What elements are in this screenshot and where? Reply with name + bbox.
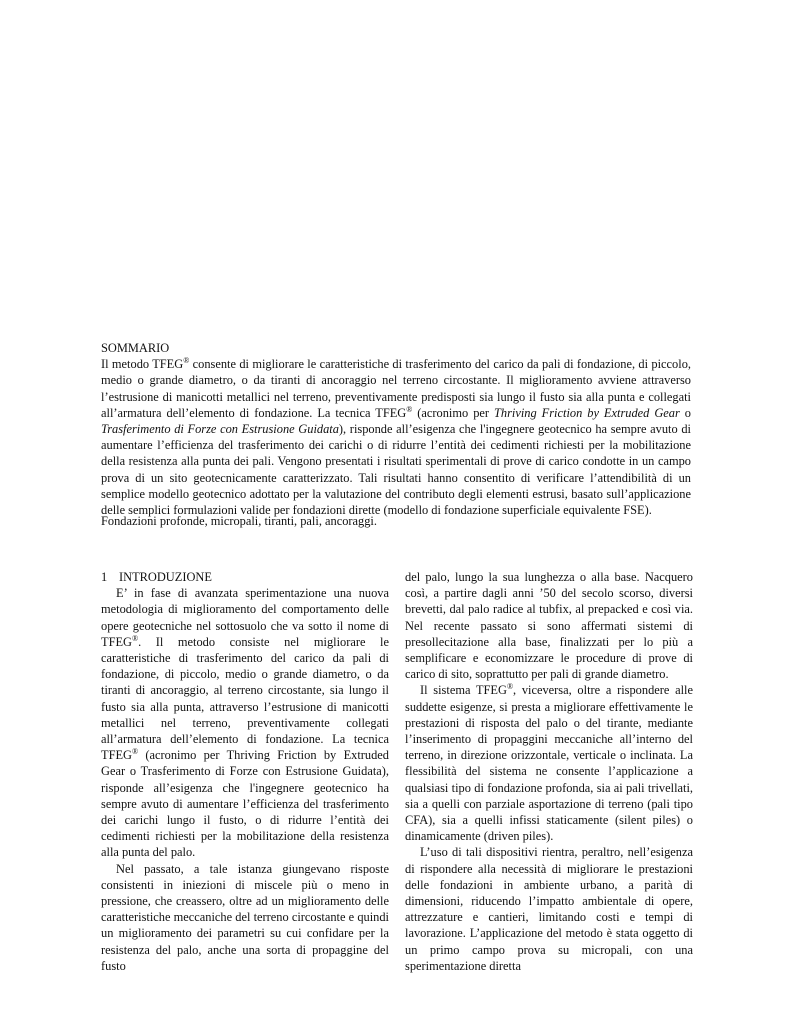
registered-mark: ® bbox=[183, 356, 190, 366]
column-left bbox=[101, 569, 389, 974]
body-text: E’ in fase di avanzata sperimentazione una nuova metodologia di miglioramento del comportamento delle opere geotecniche nel sottosuolo che va sotto il nome di TFEG bbox=[101, 586, 389, 649]
body-text: Il sistema TFEG bbox=[420, 683, 507, 698]
section-title-text: INTRODUZIONE bbox=[119, 570, 212, 584]
section-title bbox=[101, 569, 389, 585]
abstract-text: consente di migliorare le caratteristiche di trasferimento del carico da pali di fondazione, di piccolo, medio o grande diametro, o da tiranti di ancoraggio nel terreno circostante. Il miglioramento avviene attraverso l’estrusione di manicotti metallici nel terreno, preventivamente predisposti sia lungo il fusto sia alla punta e collegati all’armatura dell’elemento di fondazione. La tecnica TFEG bbox=[101, 357, 691, 420]
body-text: . Il metodo consiste nel migliorare le caratteristiche di trasferimento del carico da pali di fondazione, di piccolo, medio o grande diametro, o da tiranti di ancoraggio, al terreno circostante, sia lungo il fusto sia alla punta, attraverso l’estrusione di manicotti metallici nel terreno, preventivamente collegati all’armatura dell’elemento di fondazione. La tecnica TFEG bbox=[101, 634, 389, 763]
body-paragraph: del palo, lungo la sua lunghezza o alla base. Nacquero così, a partire dagli anni ’50 del secolo scorso, diversi brevetti, dal palo radice al tubfix, al prepacked e così via. Nel recente passato si sono affermati sistemi di presollecitazione alla base, finalizzati per lo più a semplificare e economizzare le procedure di prove di carico di sito, soprattutto per pali di grande diametro. bbox=[405, 570, 693, 682]
abstract-paragraph bbox=[101, 356, 691, 518]
section-number: 1 bbox=[101, 570, 108, 584]
abstract-text: (acronimo per bbox=[412, 405, 494, 420]
abstract-text: ), risponde all’esigenza che l'ingegnere geotecnico ha sempre avuto di aumentare l’efficienza del trasferimento dei carichi o di ridurre l’entità dei cedimenti richiesti per la mobilitazione della resistenza alla punta dei pali. Vengono presentati i risultati sperimentali di prove di carico condotte in un campo prova di un sito geotecnicamente caratterizzato. Tali risultati hanno consentito di verificare l’attendibilità di un semplice modello geotecnico adottato per la valutazione del contributo degli elementi estrusi, basato sull’applicazione delle semplici formulazioni valide per fondazioni dirette (modello di fondazione superficiale equivalente FSE). bbox=[101, 422, 691, 518]
registered-mark: ® bbox=[131, 747, 139, 757]
column-right bbox=[405, 569, 693, 974]
body-paragraph bbox=[101, 585, 389, 860]
abstract-heading: SOMMARIO bbox=[101, 341, 170, 355]
body-text: , viceversa, oltre a rispondere alle suddette esigenze, si presta a migliorare effettivamente le prestazioni di risposta del palo o del tirante, mediante l’inserimento di propaggini meccaniche all’interno del terreno, in direzione orizzontale, verticale o inclinata. La flessibilità del sistema ne consente l’applicazione a qualsiasi tipo di fondazione profonda, sia ai pali trivellati, sia a quelli con parziale asportazione di terreno (pali tipo CFA), sia a quelli infissi staticamente (silent piles) o dinamicamente (driven piles). bbox=[405, 683, 693, 844]
acronym-english: Thriving Friction by Extruded Gear bbox=[494, 405, 680, 420]
abstract bbox=[101, 340, 691, 518]
registered-mark: ® bbox=[406, 404, 413, 414]
acronym-italian: Trasferimento di Forze con Estrusione Guidata bbox=[101, 422, 339, 437]
body-paragraph: Nel passato, a tale istanza giungevano risposte consistenti in iniezioni di miscele più o meno in pressione, che creassero, oltre ad un miglioramento delle caratteristiche meccaniche del terreno circostante e quindi un miglioramento dei parametri su cui confidare per la resistenza del palo, anche una sorta di propaggine del fusto bbox=[101, 861, 389, 973]
registered-mark: ® bbox=[506, 682, 514, 692]
abstract-text: o bbox=[679, 405, 691, 420]
body-paragraph: L’uso di tali dispositivi rientra, peraltro, nell’esigenza di rispondere alla necessità di migliorare le prestazioni delle fondazioni in ambiente urbano, a parità di dimensioni, riducendo l’impatto ambientale di opere, attrezzature e cantieri, limitando costi e tempi di lavorazione. L’applicazione del metodo è stata oggetto di un primo campo prova su micropali, con una sperimentazione diretta bbox=[405, 845, 693, 973]
keywords: Fondazioni profonde, micropali, tiranti, pali, ancoraggi. bbox=[101, 514, 377, 528]
abstract-text: Il metodo TFEG bbox=[101, 357, 184, 372]
registered-mark: ® bbox=[131, 633, 139, 643]
body-text: (acronimo per Thriving Friction by Extruded Gear o Trasferimento di Forze con Estrusione Guidata), risponde all’esigenza che l'ingegnere geotecnico ha sempre avuto di aumentare l’efficienza del trasferimento dei carichi lungo il fusto, o di ridurre l’entità dei cedimenti richiesti per la mobilitazione della resistenza alla punta del palo. bbox=[101, 748, 389, 860]
body-paragraph bbox=[405, 682, 693, 844]
